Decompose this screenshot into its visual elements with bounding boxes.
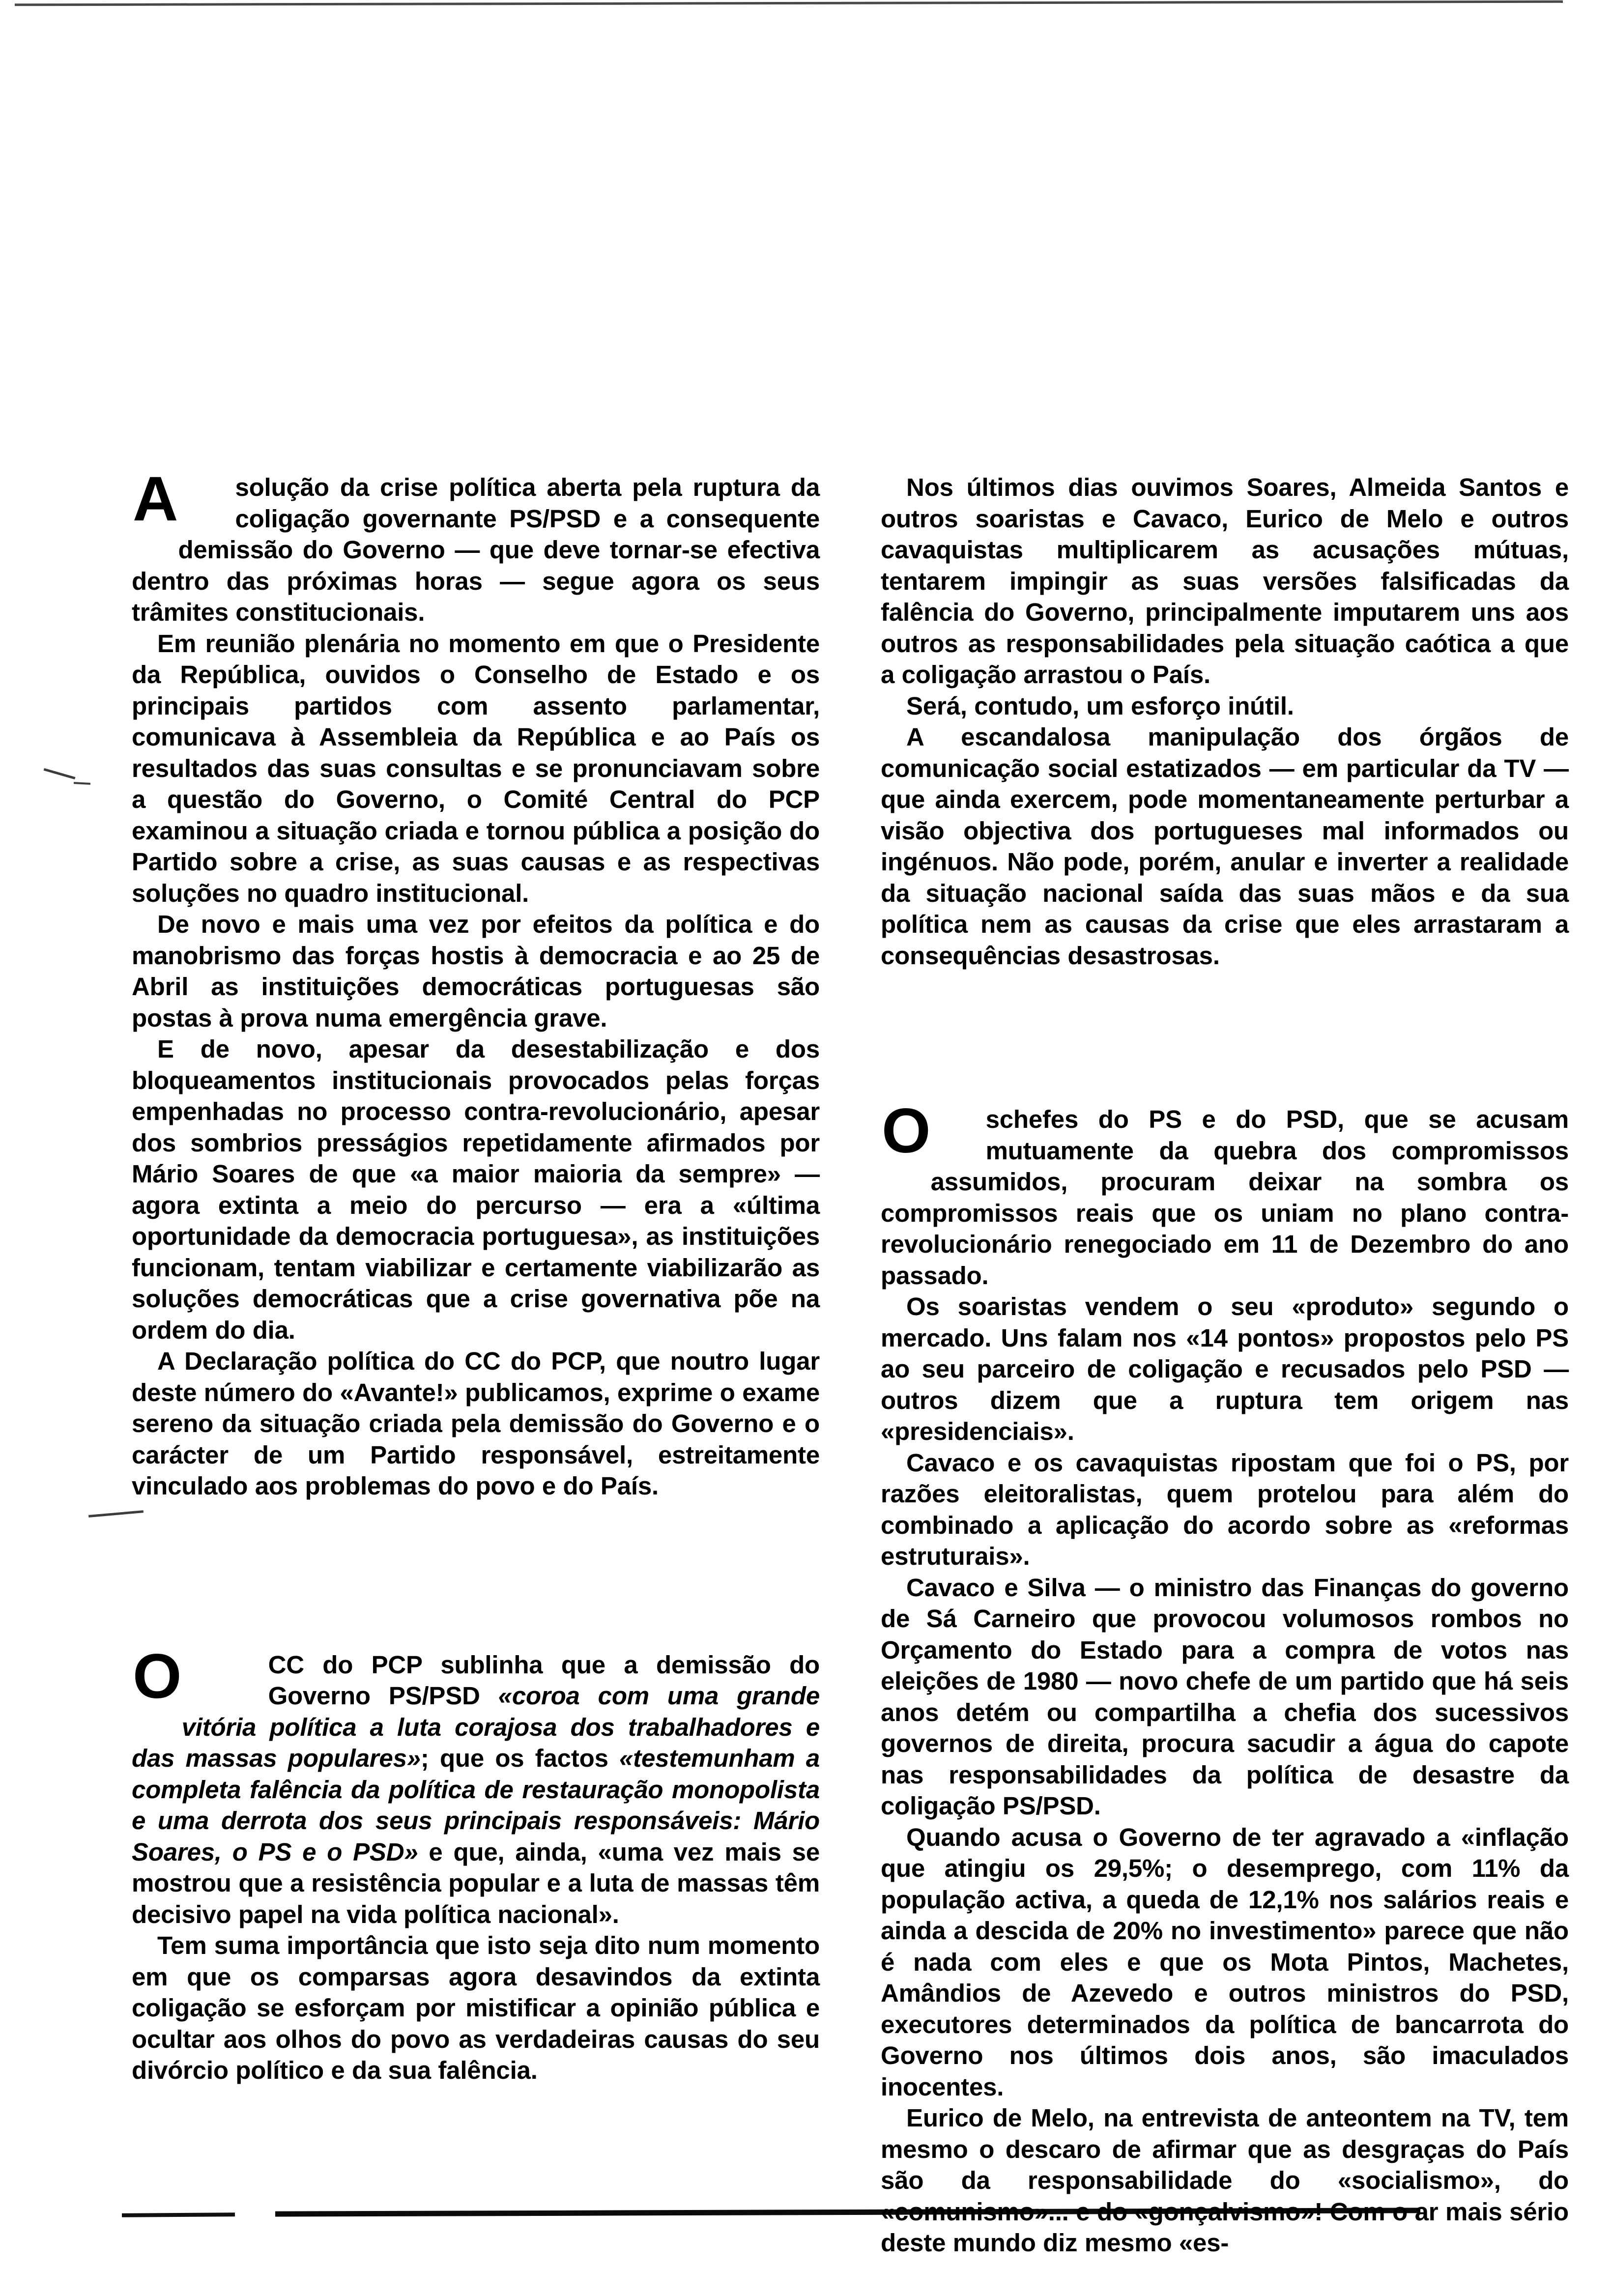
- article-column-left: [132, 464, 820, 2086]
- paragraph: solução da crise política aberta pela ruptura da coligação governante PS/PSD e a consequente demissão do Governo — que deve tornar-se efectiva dentro das próximas horas — segue agora os seus trâmites constitucionais.: [132, 473, 820, 626]
- article-column-right: [881, 472, 1569, 2259]
- paragraph: Os soaristas vendem o seu «produto» segundo o mercado. Uns falam nos «14 pontos» propostos pelo PS ao seu parceiro de coligação e recusados pelo PSD — outros dizem que a ruptura tem origem nas «presidenciais».: [881, 1292, 1569, 1445]
- paragraph: E de novo, apesar da desestabilização e dos bloqueamentos institucionais provocados pelas forças empenhadas no processo contra-revolucionário, apesar dos sombrios presságios repetidamente afirmados por Mário Soares de que «a maior maioria da sempre» — agora extinta a meio do percurso — era a «última oportunidade da democracia portuguesa», as instituições funcionam, tentam viabilizar e certamente viabilizarão as soluções democráticas que a crise governativa põe na ordem do dia.: [132, 1035, 820, 1344]
- quoted-text-italic: «testemunham a completa falência da política de restauração monopolista e uma derrota dos seus principais responsáveis: Mário Soares, o PS e o PSD»: [132, 1744, 820, 1866]
- paragraph: Quando acusa o Governo de ter agravado a «inflação que atingiu os 29,5%; o desemprego, com 11% da população activa, a queda de 12,1% nos salários reais e ainda a descida de 20% no investimento» parece que não é nada com eles e que os Mota Pintos, Machetes, Amândios de Azevedo e outros ministros do PSD, executores determinados da política de bancarrota do Governo nos últimos dois anos, são imaculados inocentes.: [881, 1823, 1569, 2101]
- article-block-left-2: [132, 1641, 820, 2086]
- article-block-left-1: [132, 464, 820, 1502]
- quote-connector: ; que os factos: [420, 1744, 620, 1772]
- paragraph: Tem suma importância que isto seja dito num momento em que os comparsas agora desavindos da extinta coligação se esforçam por mistificar a opinião pública e ocultar aos olhos do povo as verdadeiras causas do seu divórcio político e da sua falência.: [132, 1931, 820, 2084]
- paragraph: A Declaração política do CC do PCP, que noutro lugar deste número do «Avante!» publicamos, exprime o exame sereno da situação criada pela demissão do Governo e o carácter de um Partido responsável, estreitamente vinculado aos problemas do povo e do País.: [132, 1347, 820, 1500]
- paragraph: Em reunião plenária no momento em que o Presidente da República, ouvidos o Conselho de Estado e os principais partidos com assento parlamentar, comunicava à Assembleia da República e ao País os resultados das suas consultas e se pronunciavam sobre a questão do Governo, o Comité Central do PCP examinou a situação criada e tornou pública a posição do Partido sobre a crise, as suas causas e as respectivas soluções no quadro institucional.: [132, 629, 820, 907]
- dropcap-paragraph: [132, 464, 820, 628]
- article-block-right-1: [881, 472, 1569, 971]
- paragraph: Nos últimos dias ouvimos Soares, Almeida Santos e outros soaristas e Cavaco, Eurico de Melo e outros cavaquistas multiplicarem as acusações mútuas, tentarem impingir as suas versões falsificadas da falência do Governo, principalmente imputarem uns aos outros as responsabilidades pela situação caótica a que a coligação arrastou o País.: [881, 473, 1569, 689]
- dropcap-tail-letter: s: [985, 1105, 1000, 1133]
- dropcap-letter-o: O: [882, 1096, 931, 1166]
- dropcap-paragraph: [881, 1096, 1569, 1291]
- paragraph: Será, contudo, um esforço inútil.: [906, 691, 1294, 720]
- paragraph: Eurico de Melo, na entrevista de anteontem na TV, tem mesmo o descaro de afirmar que as desgraças do País são da responsabilidade do «socialismo», do «comunismo»... e do «gonçalvismo»! Com o ar mais sério deste mundo diz mesmo «es-: [881, 2104, 1569, 2257]
- paragraph: De novo e mais uma vez por efeitos da política e do manobrismo das forças hostis à democracia e ao 25 de Abril as instituições democráticas portuguesas são postas à prova numa emergência grave.: [132, 910, 820, 1032]
- paragraph: A escandalosa manipulação dos órgãos de comunicação social estatizados — em particular da TV — que ainda exercem, pode momentaneamente perturbar a visão objectiva dos portugueses mal informados ou ingénuos. Não pode, porém, anular e inverter a realidade da situação nacional saída das suas mãos e da sua política nem as causas da crise que eles arrastaram a consequências desastrosas.: [881, 723, 1569, 970]
- paragraph: Cavaco e Silva — o ministro das Finanças do governo de Sá Carneiro que provocou volumosos rombos no Orçamento do Estado para a compra de votos nas eleições de 1980 — novo chefe de um partido que há seis anos detém ou compartilha a chefia dos sucessivos governos de direita, procura sacudir a água do capote nas responsabilidades da política de desastre da coligação PS/PSD.: [881, 1573, 1569, 1820]
- quote-lead-in: CC do PCP sublinha que a demissão do Governo PS/PSD: [268, 1650, 820, 1710]
- paragraph: Cavaco e os cavaquistas ripostam que foi o PS, por razões eleitoralistas, quem protelou para além do combinado a aplicação do acordo sobre as «reformas estruturais».: [881, 1448, 1569, 1570]
- dropcap-letter-a: A: [133, 464, 178, 534]
- quoted-text-italic: «coroa com uma grande vitória política a luta corajosa dos trabalhadores e das massas populares»: [132, 1682, 820, 1772]
- dropcap-letter-o: O: [133, 1641, 182, 1712]
- paragraph-remainder: chefes do PS e do PSD, que se acusam mutuamente da quebra dos compromissos assumidos, procuram deixar na sombra os compromissos reais que os uniam no plano contra-revolucionário renegociado em 11 de Dezembro do ano passado.: [881, 1105, 1569, 1290]
- dropcap-paragraph: [132, 1641, 820, 1930]
- article-block-right-2: [881, 1096, 1569, 2259]
- quote-tail: e que, ainda, «uma vez mais se mostrou que a resistência popular e a luta de massas têm decisivo papel na vida política nacional».: [132, 1837, 820, 1928]
